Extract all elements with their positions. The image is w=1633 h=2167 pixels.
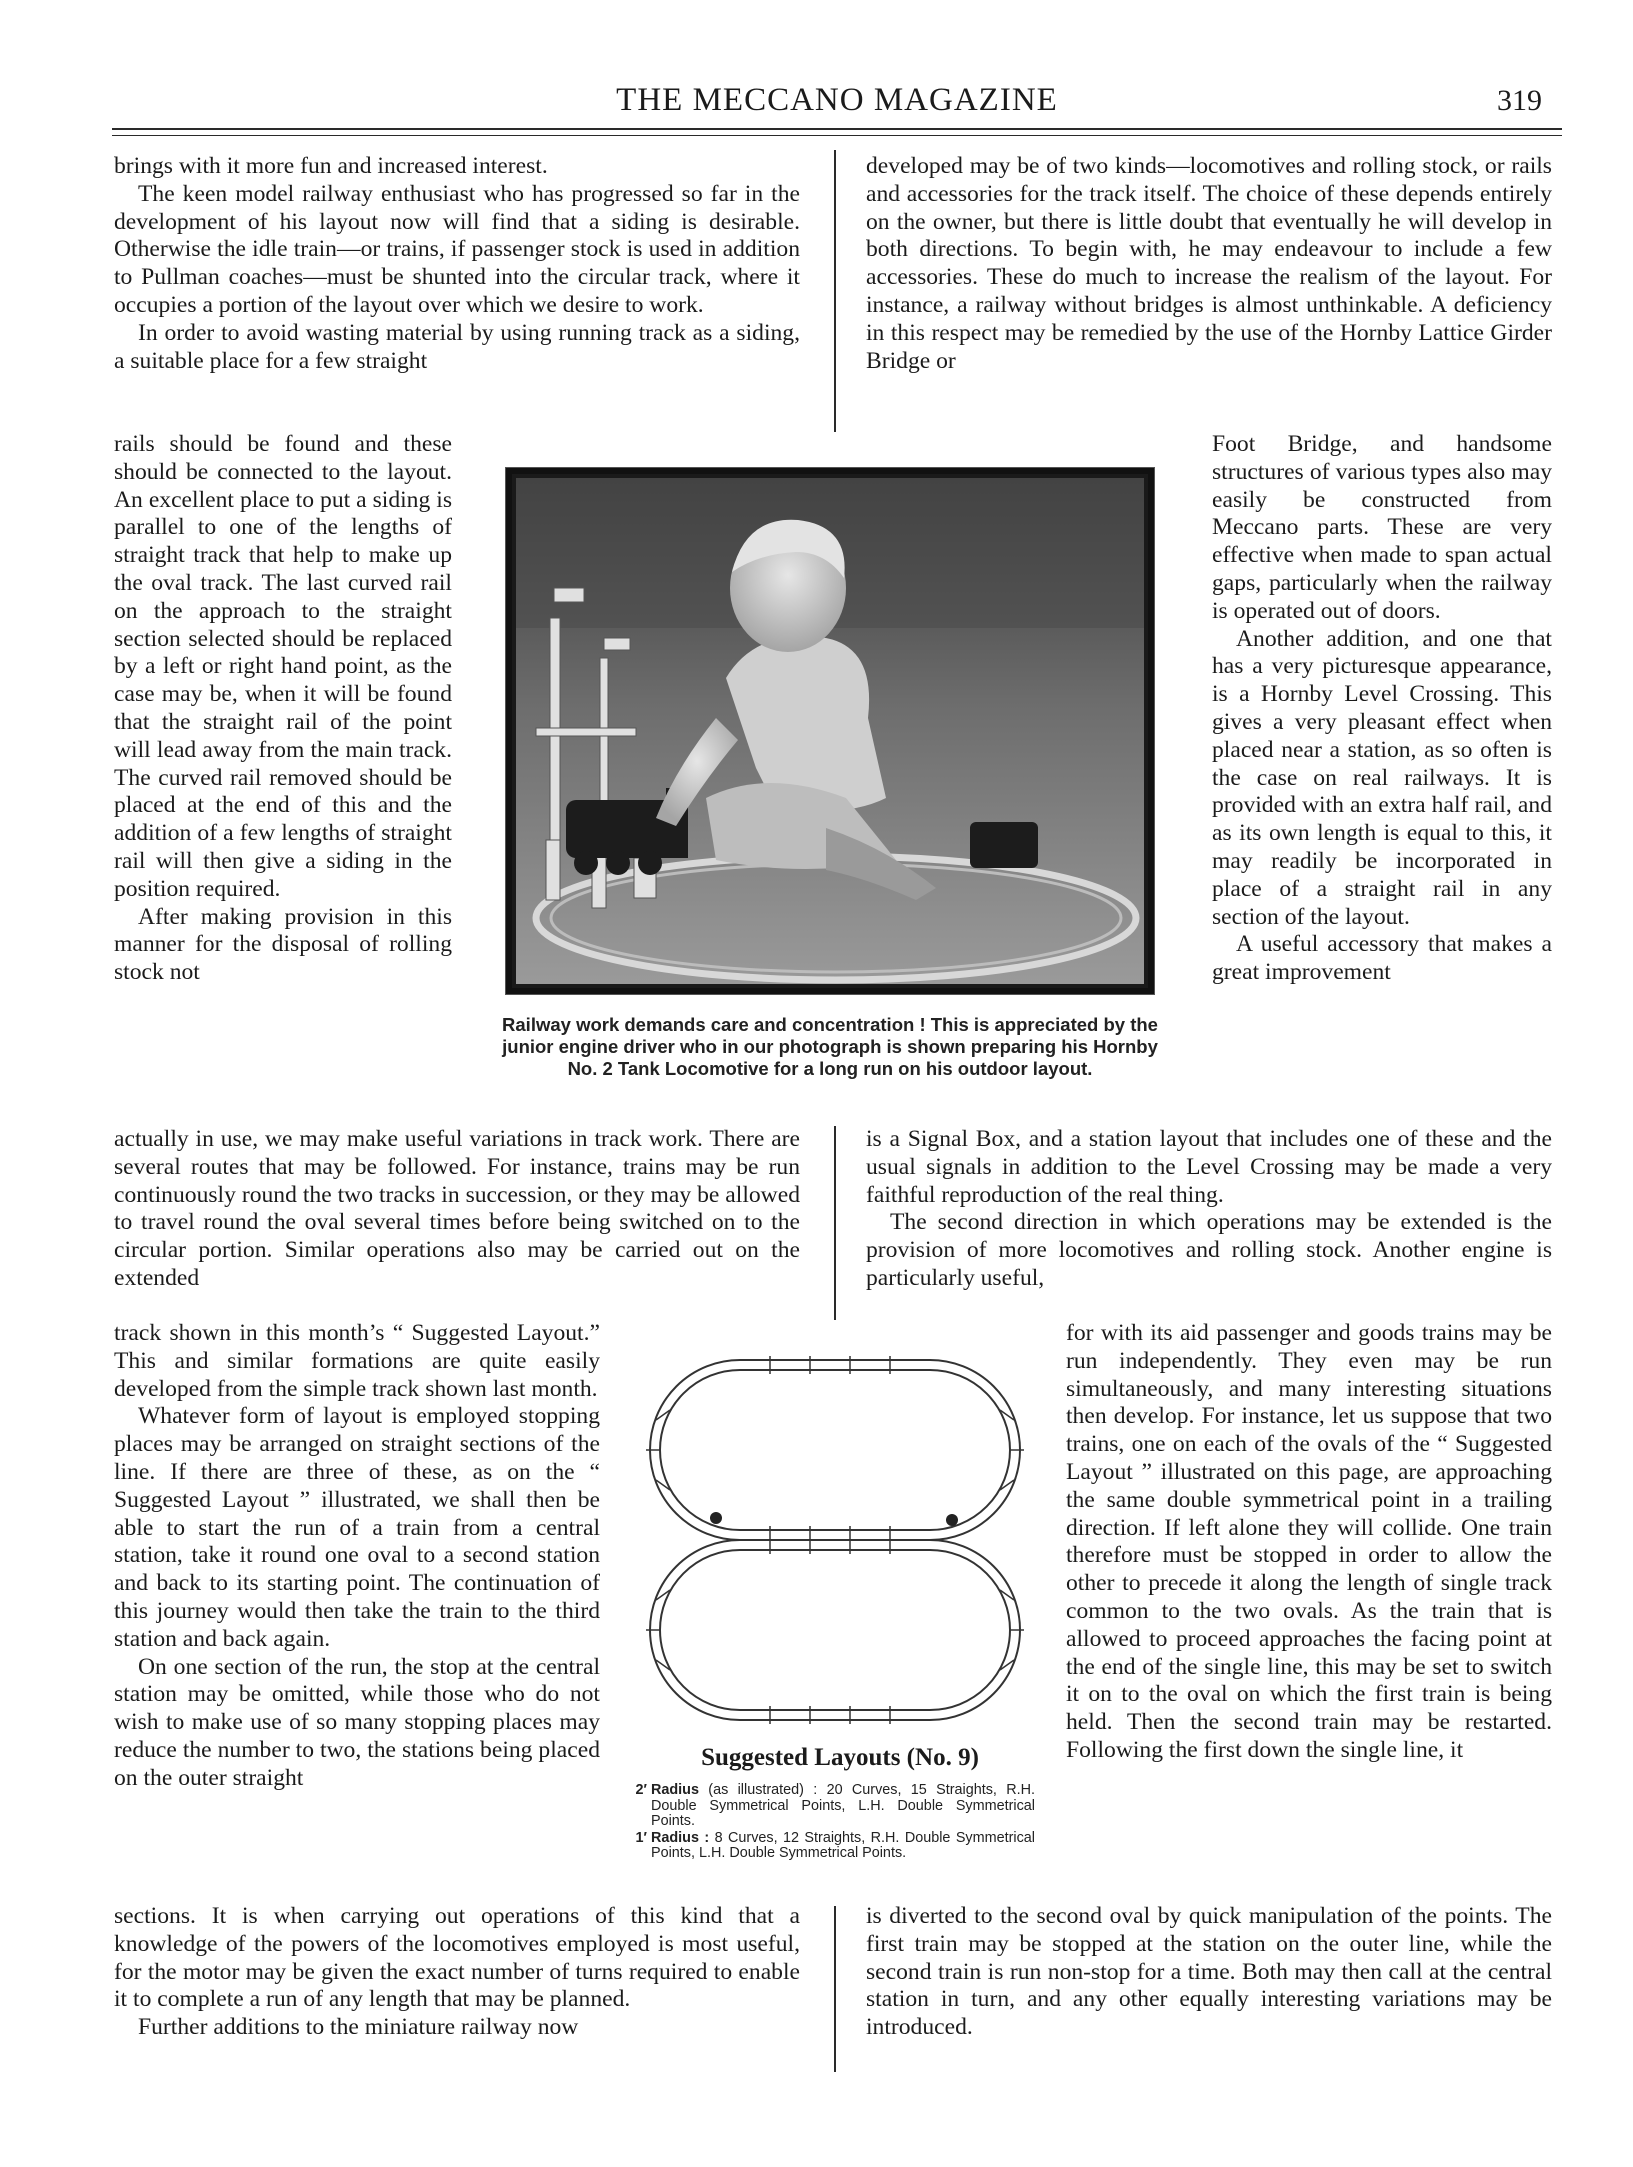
paragraph: A useful accessory that makes a great improvement — [1212, 931, 1552, 986]
layout-legend — [625, 1783, 1035, 1863]
legend-row — [625, 1783, 1035, 1830]
paragraph: On one section of the run, the stop at the central station may be omitted, while those who do not wish to make use of so many stopping places may reduce the number to two, the stations being placed on the outer straight — [114, 1653, 600, 1791]
paragraph: developed may be of two kinds—locomotives and rolling stock, or rails and accessories for the track itself. The choice of these depends entirely on the owner, but there is little doubt that eventually he will develop in both directions. To begin with, he may endeavour to include a few accessories. These do much to increase the realism of the layout. For instance, a railway without bridges is almost unthinkable. A deficiency in this respect may be remedied by the use of the Hornby Lattice Girder Bridge or — [866, 153, 1552, 374]
col1-lower-narrow — [114, 1320, 600, 1793]
figure-eight-track-icon — [630, 1340, 1040, 1740]
legend-text: Radius : 8 Curves, 12 Straights, R.H. Double Symmetrical Points, L.H. Double Symmetrical Points. — [651, 1829, 1035, 1861]
photo-boy-with-train-image — [506, 468, 1154, 994]
paragraph: is a Signal Box, and a station layout that includes one of these and the usual signals in addition to the Level Crossing may be made a very faithful reproduction of the real thing. — [866, 1126, 1552, 1208]
legend-radius: 1′ — [635, 1829, 647, 1846]
paragraph: After making provision in this manner for the disposal of rolling stock not — [114, 903, 452, 986]
magazine-title: THE MECCANO MAGAZINE — [616, 82, 1058, 118]
paragraph: The keen model railway enthusiast who has progressed so far in the development of his layout now will find that a siding is desirable. Otherwise the idle train—or trains, if passenger stock is used in addition to Pullman coaches—must be shunted into the circular track, where it occupies a portion of the layout over which we desire to work. — [114, 180, 800, 318]
paragraph: actually in use, we may make useful variations in track work. There are several routes that may be followed. For instance, trains may be run continuously round the two tracks in succession, or they may be allowed to travel round the oval several times before being switched on to the circular portion. Similar operations also may be carried out on the extended — [114, 1126, 800, 1291]
page-header — [112, 82, 1562, 130]
paragraph: The second direction in which operations may be extended is the provision of more locomotives and rolling stock. Another engine is particularly useful, — [866, 1209, 1552, 1291]
col1-wide — [114, 1126, 800, 1293]
legend-text: Radius (as illustrated) : 20 Curves, 15 Straights, R.H. Double Symmetrical Points, L.H. Double Symmetrical Points. — [651, 1782, 1035, 1829]
photograph — [506, 468, 1154, 994]
paragraph: Another addition, and one that has a very picturesque appearance, is a Hornby Level Crossing. This gives a very pleasant effect when placed near a station, as so often is the case on real railways. It is provided with an extra half rail, and as its own length is equal to this, it may readily be incorporated in place of a straight rail in any section of the layout. — [1212, 625, 1552, 930]
paragraph: In order to avoid wasting material by using running track as a siding, a suitable place for a few straight — [114, 319, 800, 374]
col2-lower-narrow — [1066, 1320, 1552, 1765]
col2-bottom — [866, 1903, 1552, 2042]
paragraph: sections. It is when carrying out operations of this kind that a knowledge of the powers of the locomotives employed is most useful, for the motor may be given the exact number of turns required to enable it to complete a run of any length that may be planned. — [114, 1903, 800, 2013]
legend-radius: 2′ — [635, 1782, 647, 1798]
point-marker-icon — [946, 1514, 958, 1526]
page-number: 319 — [1497, 84, 1542, 117]
paragraph: Foot Bridge, and handsome structures of various types also may easily be constructed from Meccano parts. These are very effective when made to span actual gaps, particularly when the railway is operated out of doors. — [1212, 431, 1552, 624]
paragraph: track shown in this month’s “ Suggested Layout.” This and similar formations are quite easily developed from the simple track shown last month. — [114, 1320, 600, 1402]
col1-top — [114, 153, 800, 375]
paragraph: for with its aid passenger and goods trains may be run independently. They even may be run simultaneously, and many interesting situations then develop. For instance, let us suppose that two trains, one on each of the ovals of the “ Suggested Layout ” illustrated on this page, are approaching the same double symmetrical point in a trailing direction. If left alone they will collide. One train therefore must be stopped in order to allow the other to precede it along the length of single track common to the two ovals. As the train that is allowed to proceed approaches the facing point at the end of the single line, this may be set to switch it on to the oval on which the first train is being held. Then the second train may be restarted. Following the first down the single line, it — [1066, 1320, 1552, 1763]
column-divider-bottom — [834, 1906, 836, 2072]
paragraph: Further additions to the miniature railway now — [138, 2014, 579, 2041]
legend-row — [625, 1831, 1035, 1862]
col1-narrow — [114, 431, 452, 987]
header-rule — [112, 128, 1562, 136]
col1-bottom — [114, 1903, 800, 2042]
col2-top — [866, 153, 1552, 375]
photo-caption: Railway work demands care and concentration ! This is appreciated by the junior engine driver who in our photograph is shown preparing his Hornby No. 2 Tank Locomotive for a long run on his outdoor layout. — [502, 1014, 1158, 1079]
col2-narrow — [1212, 431, 1552, 987]
layout-title: Suggested Layouts (No. 9) — [701, 1744, 979, 1771]
track-layout-diagram — [630, 1340, 1040, 1740]
paragraph: rails should be found and these should be connected to the layout. An excellent place to put a siding is parallel to one of the lengths of straight track that help to make up the oval track. The last curved rail on the approach to the straight section selected should be replaced by a left or right hand point, as the case may be, when it will be found that the straight rail of the point will lead away from the main track. The curved rail removed should be placed at the end of this and the addition of a few lengths of straight rail will then give a siding in the position required. — [114, 431, 452, 902]
paragraph: is diverted to the second oval by quick manipulation of the points. The first train may be stopped at the station on the outer line, while the second train is run non-stop for a time. Both may then call at the central station in turn, and any other equally interesting variations may be introduced. — [866, 1903, 1552, 2041]
column-divider-middle — [834, 1126, 836, 1320]
col2-mid — [866, 1126, 1552, 1293]
column-divider-top — [834, 150, 836, 432]
point-marker-icon — [710, 1512, 722, 1524]
paragraph: Whatever form of layout is employed stopping places may be arranged on straight sections of the line. If there are three of these, as on the “ Suggested Layout ” illustrated, we shall then be able to start the run of a train from a central station, take it round one oval to a second station and back to its starting point. The continuation of this journey would then take the train to the third station and back again. — [114, 1403, 600, 1652]
paragraph: brings with it more fun and increased interest. — [114, 153, 548, 179]
